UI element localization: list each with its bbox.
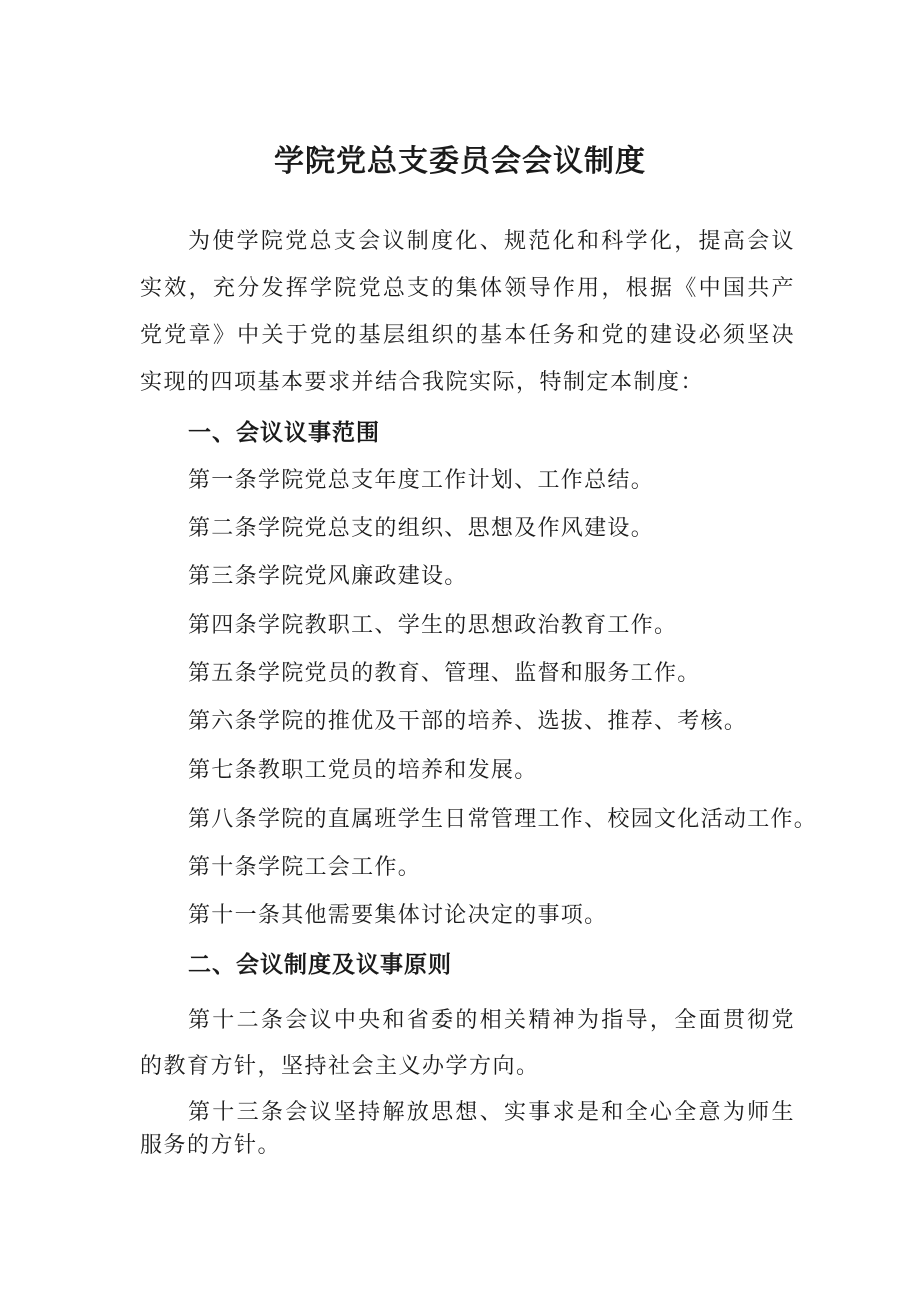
article-4: 第四条学院教职工、学生的思想政治教育工作。 xyxy=(188,613,678,638)
article-12: 第十二条会议中央和省委的相关精神为指导，全面贯彻党的教育方针，坚持社会主义办学方向。 xyxy=(140,1008,795,1079)
article-3: 第三条学院党风廉政建设。 xyxy=(188,564,468,589)
article-7: 第七条教职工党员的培养和发展。 xyxy=(188,758,538,783)
article-11: 第十一条其他需要集体讨论决定的事项。 xyxy=(188,903,608,928)
article-5: 第五条学院党员的教育、管理、监督和服务工作。 xyxy=(188,661,701,686)
document-title: 学院党总支委员会会议制度 xyxy=(274,144,646,179)
article-6: 第六条学院的推优及干部的培养、选拔、推荐、考核。 xyxy=(188,709,748,734)
section-heading-principles: 二、会议制度及议事原则 xyxy=(188,952,452,978)
intro-paragraph: 为使学院党总支会议制度化、规范化和科学化，提高会议实效，充分发挥学院党总支的集体领导作用，根据《中国共产党党章》中关于党的基层组织的基本任务和党的建设必须坚决实现的四项基本要求并结合我院实际，特制定本制度： xyxy=(140,229,795,395)
section-heading-scope: 一、会议议事范围 xyxy=(188,420,380,446)
article-2: 第二条学院党总支的组织、思想及作风建设。 xyxy=(188,516,655,541)
article-13: 第十三条会议坚持解放思想、实事求是和全心全意为师生服务的方针。 xyxy=(140,1100,795,1158)
article-10: 第十条学院工会工作。 xyxy=(188,855,422,880)
article-1: 第一条学院党总支年度工作计划、工作总结。 xyxy=(188,468,655,493)
article-8: 第八条学院的直属班学生日常管理工作、校园文化活动工作。 xyxy=(188,807,818,832)
